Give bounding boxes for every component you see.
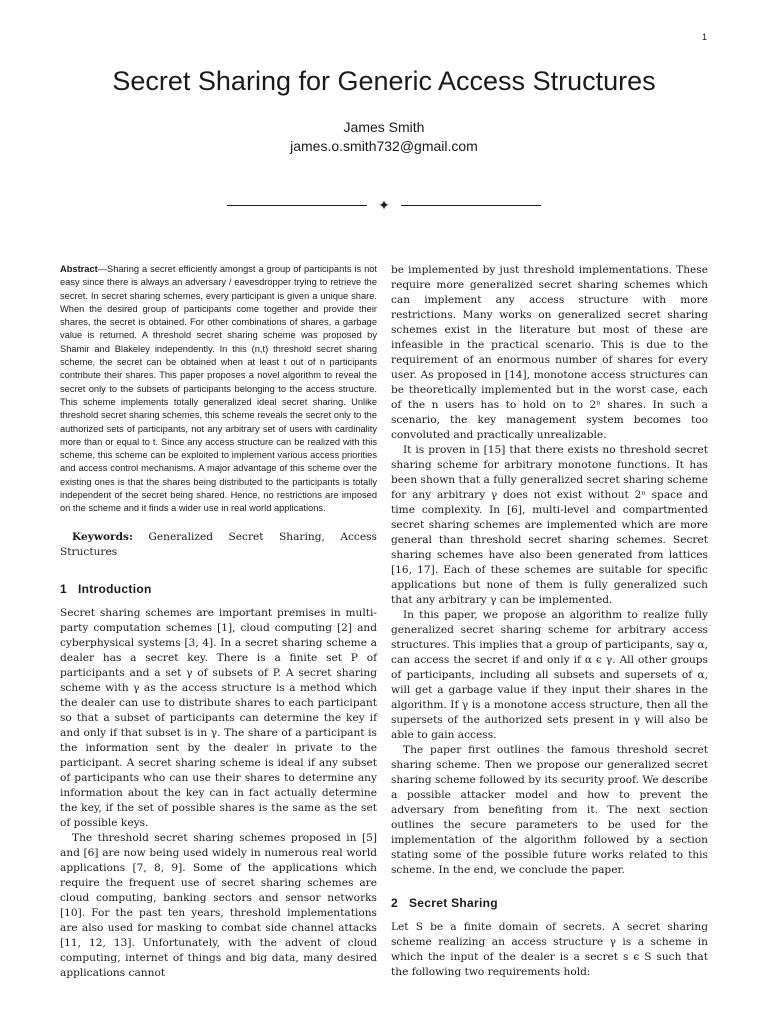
paragraph: be implemented by just threshold implementations. These require more generalized secret sharing schemes which can implement any access structure with more restrictions. Many works on generalized secret sharing schemes exist in the literature but most of these are infeasible in the practical scenario. This is due to the requirement of an enormous number of shares for every user. As proposed in [14], monotone access structures can be theoretically implemented but in the worst case, each of the n users has to hold on to 2ⁿ shares. In such a scenario, the key management system becomes too convoluted and practically unrealizable. <box>391 264 708 441</box>
page-number: 1 <box>702 32 708 42</box>
abstract <box>60 263 377 516</box>
left-column <box>60 263 377 981</box>
divider-star-icon: ✦ <box>378 198 390 214</box>
paragraph: In this paper, we propose an algorithm to realize fully generalized secret sharing scheme for arbitrary access structures. This implies that a group of participants, say α, can access the secret if and only if α ϵ γ. All other groups of participants, including all subsets and supersets of α, will get a garbage value if they input their shares in the algorithm. If γ is a monotone access structure, then all the supersets of the authorized sets present in γ will also be able to gain access. <box>391 609 708 741</box>
divider-rule-right <box>401 205 541 206</box>
author-block <box>0 118 768 156</box>
paragraph: Secret sharing schemes are important premises in multi-party computation schemes [1], cloud computing [2] and cyberphysical systems [3, 4]. In a secret sharing scheme a dealer has a secret key. There is a finite set P of participants and a set γ of subsets of P. A secret sharing scheme with γ as the access structure is a method which the dealer can use to distribute shares to each participant so that a subset of participants can determine the key if and only if that subset is in γ. The share of a participant is the information sent by the dealer in private to the participant. A secret sharing scheme is ideal if any subset of participants who can use their shares to determine any information about the key can in fact actually determine the key, if the set of possible shares is the same as the set of possible keys. <box>60 606 377 829</box>
author-email: james.o.smith732@gmail.com <box>290 138 478 154</box>
abstract-label: Abstract <box>60 264 98 274</box>
paragraph: The threshold secret sharing schemes proposed in [5] and [6] are now being used widely in numerous real world applications [7, 8, 9]. Some of the applications which require the frequent use of secret sharing schemes are cloud computing, banking sectors and sensor networks [10]. For the past ten years, threshold implementations are also used for masking to combat side channel attacks [11, 12, 13]. Unfortunately, with the advent of cloud computing, internet of things and big data, many desired applications cannot <box>60 831 377 979</box>
section-2-title: Secret Sharing <box>409 896 498 910</box>
section-1-title: Introduction <box>78 581 152 596</box>
right-column <box>391 263 708 980</box>
abstract-text: —Sharing a secret efficiently amongst a group of participants is not easy since there is always an adversary / eavesdropper trying to retrieve the secret. In secret sharing schemes, every participant is given a unique share. When the desired group of participants come together and provide their shares, the secret is obtained. For other combinations of shares, a garbage value is returned. A threshold secret sharing scheme was proposed by Shamir and Blakeley independently. In this (n,t) threshold secret sharing scheme, the secret can be obtained when at least t out of n participants contribute their shares. This paper proposes a novel algorithm to reveal the secret only to the subsets of participants belonging to the access structure. This scheme implements totally generalized ideal secret sharing. Unlike threshold secret sharing schemes, this scheme reveals the secret only to the authorized sets of participants, not any arbitrary set of users with cardinality more than or equal to t. Since any access structure can be realized with this scheme, this scheme can be exploited to implement various access priorities and access control mechanisms. A major advantage of this scheme over the existing ones is that the shares being distributed to the participants is totally independent of the secret being shared. Hence, no restrictions are imposed on the scheme and it finds a wider use in real world applications. <box>60 264 377 514</box>
paragraph: The paper first outlines the famous threshold secret sharing scheme. Then we propose our generalized secret sharing scheme followed by its security proof. We describe a possible attacker model and how to prevent the adversary from benefiting from it. The next section outlines the secure parameters to be used for the implementation of the algorithm followed by a section stating some of the possible future works related to this scheme. In the end, we conclude the paper. <box>391 744 708 876</box>
author-name: James Smith <box>343 119 425 135</box>
keywords-text: Generalized Secret Sharing, Access Structures <box>60 530 377 558</box>
keywords-label: Keywords: <box>72 530 133 543</box>
paragraph: Let S be a finite domain of secrets. A secret sharing scheme realizing an access structure γ is a scheme in which the input of the dealer is a secret s ϵ S such that the following two requirements hold: <box>391 921 708 978</box>
section-2-heading <box>391 896 708 910</box>
divider-rule-left <box>227 205 367 206</box>
section-2-number: 2 <box>391 896 398 910</box>
keywords <box>60 530 377 560</box>
section-1-heading <box>60 582 377 596</box>
paper-title: Secret Sharing for Generic Access Structures <box>112 66 656 96</box>
paragraph: It is proven in [15] that there exists no threshold secret sharing scheme for arbitrary monotone functions. It has been shown that a fully generalized secret sharing scheme for any arbitrary γ does not exist without 2ⁿ space and time complexity. In [6], multi-level and compartmented secret sharing schemes are implemented which are more general than threshold secret sharing schemes. Secret sharing schemes have also been generated from lattices [16, 17]. Each of these schemes are suitable for specific applications but none of them is fully generalized such that any arbitrary γ can be implemented. <box>391 444 708 606</box>
title-divider <box>227 197 541 215</box>
section-1-number: 1 <box>60 581 67 596</box>
